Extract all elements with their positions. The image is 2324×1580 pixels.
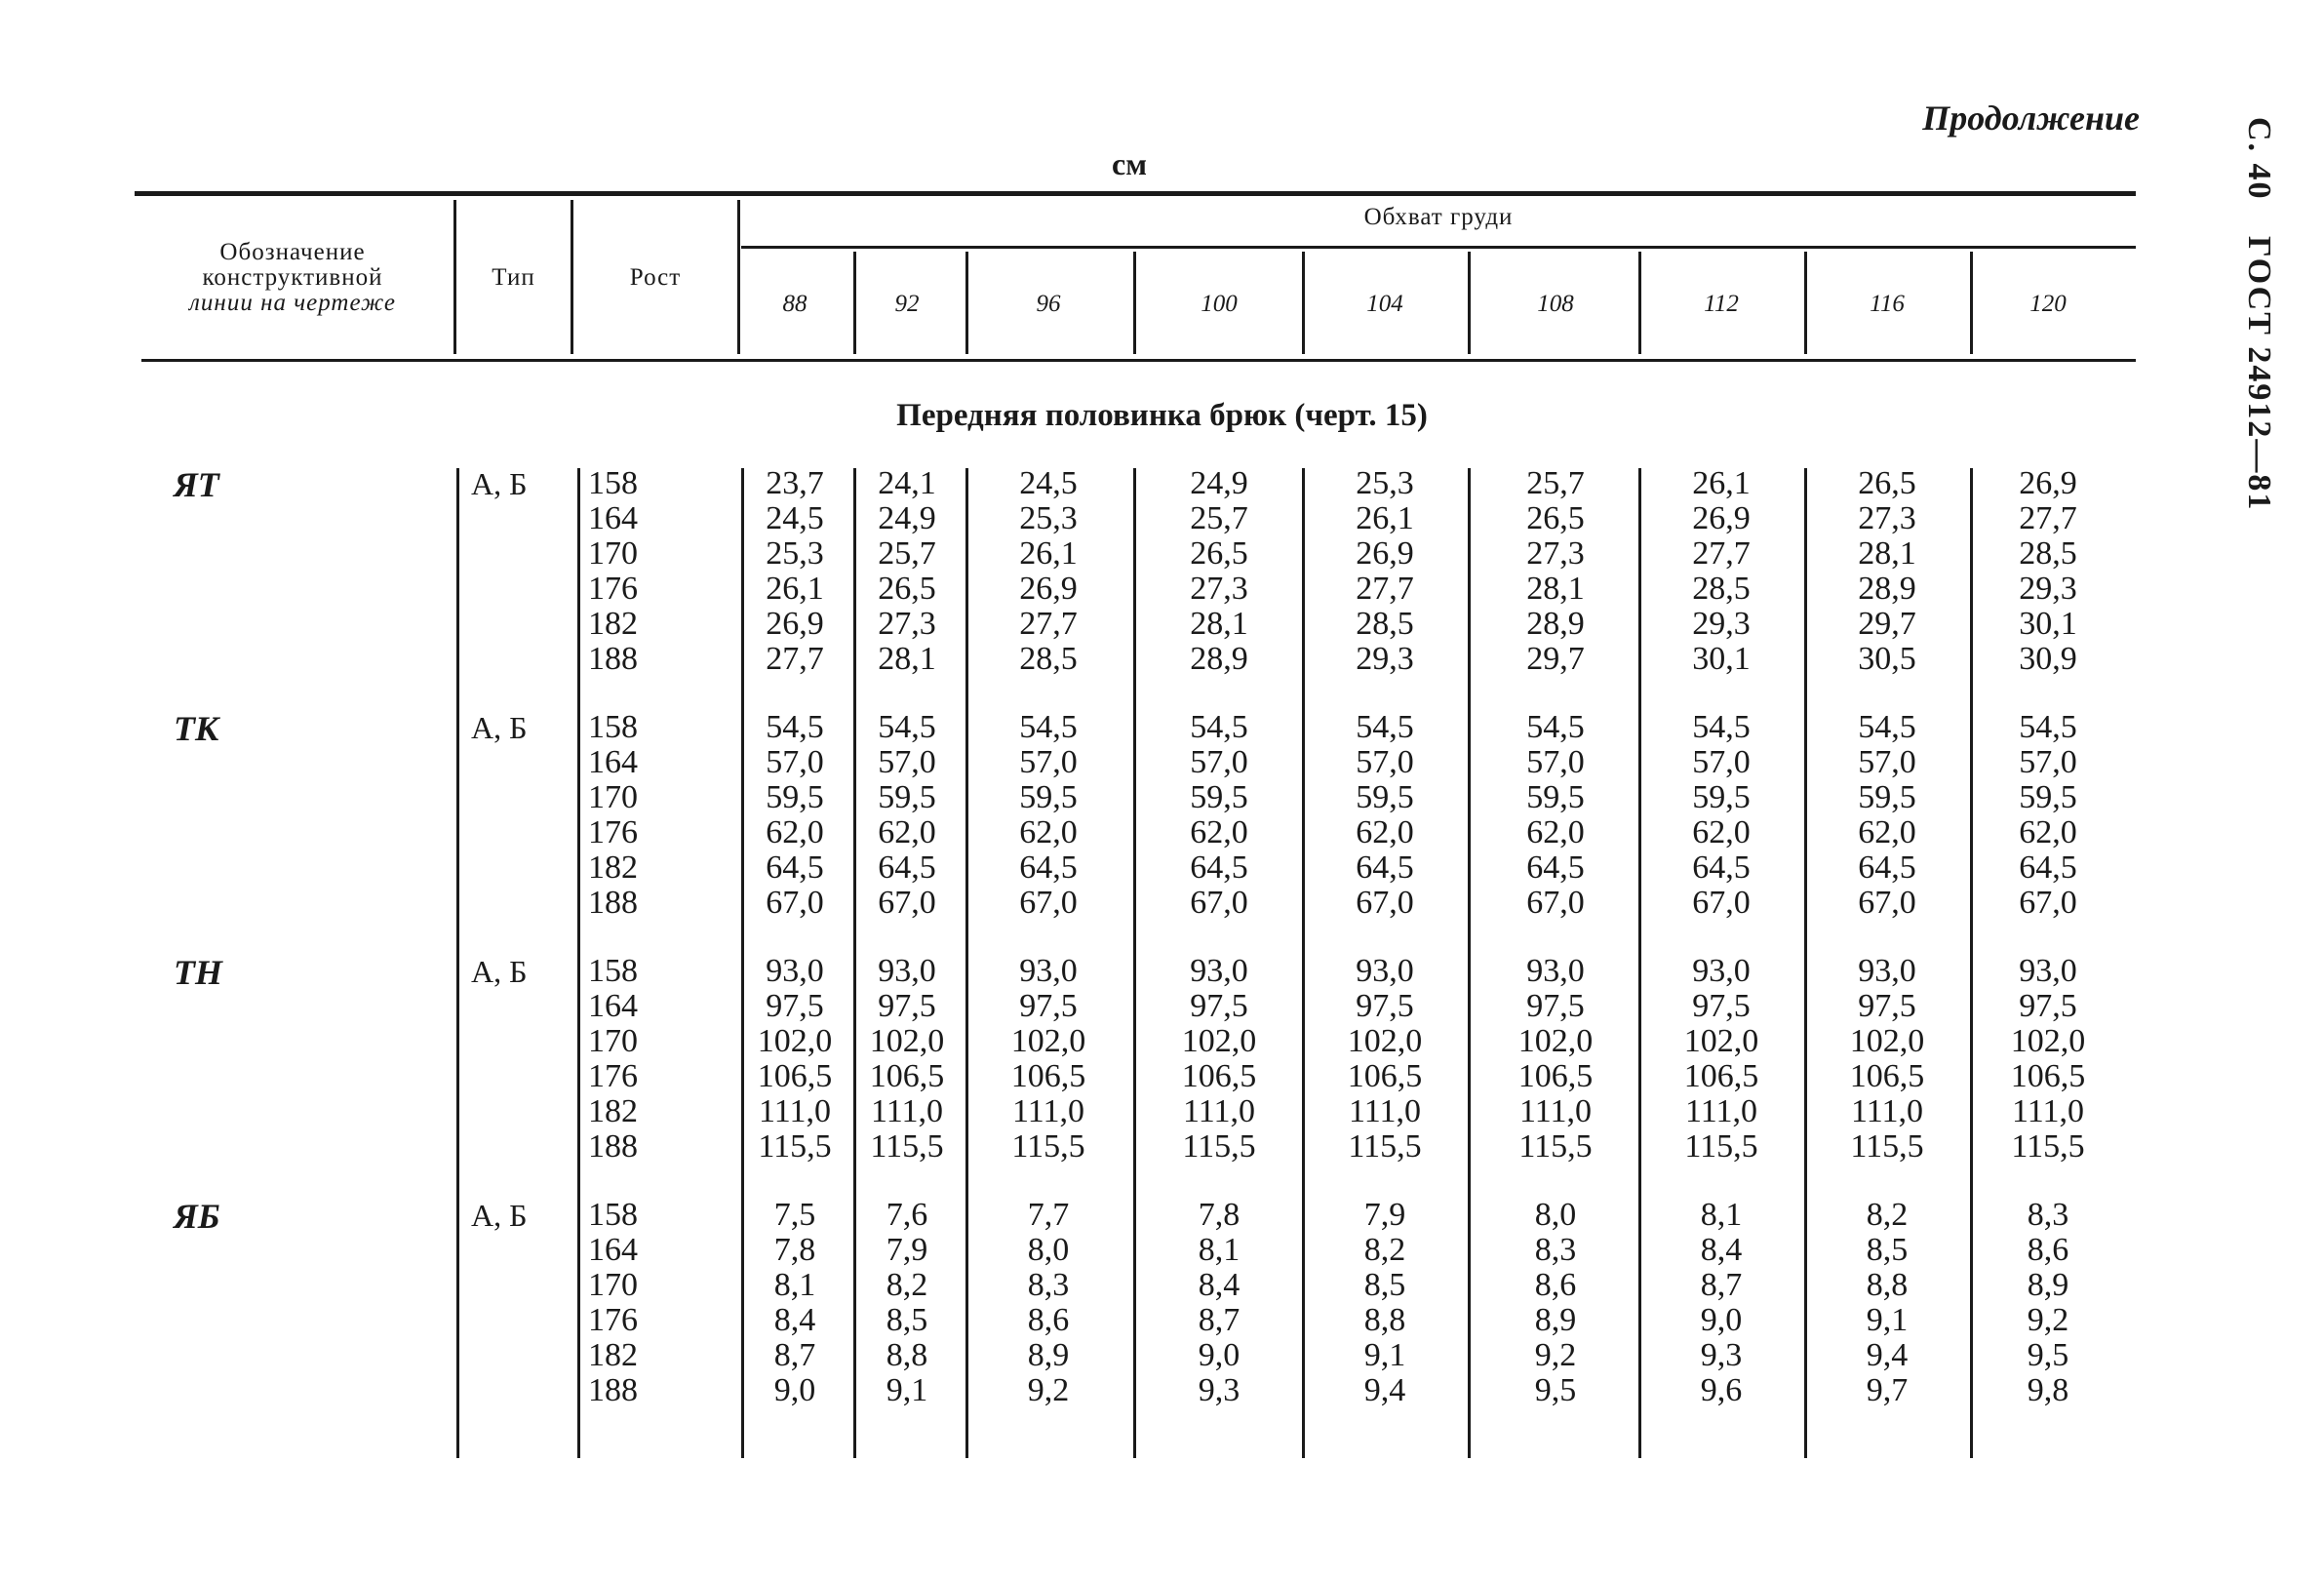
table-cell: 26,5 xyxy=(878,571,936,607)
table-cell: 8,2 xyxy=(1866,1197,1909,1233)
table-cell: 57,0 xyxy=(1692,744,1751,780)
table-cell: 64,5 xyxy=(1858,849,1916,886)
table-cell: 102,0 xyxy=(1181,1023,1257,1059)
table-cell: 64,5 xyxy=(878,849,936,886)
table-cell: 8,0 xyxy=(1027,1232,1070,1268)
table-cell: 24,1 xyxy=(878,465,936,501)
table-cell: 9,6 xyxy=(1700,1372,1743,1408)
table-cell: 62,0 xyxy=(1190,814,1248,850)
table-cell: 57,0 xyxy=(1356,744,1414,780)
table-cell: 67,0 xyxy=(1019,885,1078,921)
table-cell: 64,5 xyxy=(1356,849,1414,886)
body-column-divider xyxy=(1468,468,1471,1458)
body-column-divider xyxy=(456,468,459,1458)
table-cell: 28,5 xyxy=(1356,606,1414,642)
chest-column-divider xyxy=(965,252,968,354)
body-column-divider xyxy=(1133,468,1136,1458)
table-cell: 102,0 xyxy=(1347,1023,1423,1059)
body-column-divider xyxy=(1804,468,1807,1458)
body-column-divider xyxy=(1970,468,1973,1458)
table-cell: 97,5 xyxy=(1190,988,1248,1024)
table-cell: 115,5 xyxy=(1518,1128,1593,1165)
chest-size-header: 96 xyxy=(1036,291,1061,317)
table-cell: 27,7 xyxy=(1692,535,1751,572)
table-cell: 59,5 xyxy=(1190,779,1248,815)
table-cell: 54,5 xyxy=(1692,709,1751,745)
table-cell: 24,9 xyxy=(1190,465,1248,501)
table-cell: 62,0 xyxy=(1858,814,1916,850)
table-cell: 57,0 xyxy=(1019,744,1078,780)
table-cell: 59,5 xyxy=(1692,779,1751,815)
table-cell: 8,5 xyxy=(1866,1232,1909,1268)
table-cell: 8,2 xyxy=(1363,1232,1406,1268)
line-code: ТН xyxy=(174,953,222,992)
chest-header: Обхват груди xyxy=(1363,204,1514,230)
table-cell: 67,0 xyxy=(2019,885,2077,921)
table-cell: 97,5 xyxy=(1019,988,1078,1024)
table-cell: 64,5 xyxy=(1019,849,1078,886)
type-value: А, Б xyxy=(471,710,528,745)
body-column-divider xyxy=(1302,468,1305,1458)
growth-value: 188 xyxy=(588,885,638,921)
growth-value: 176 xyxy=(588,1058,638,1094)
table-cell: 27,3 xyxy=(1526,535,1585,572)
page-side-label xyxy=(2228,117,2277,624)
table-cell: 9,1 xyxy=(1866,1302,1909,1338)
chest-column-divider xyxy=(1133,252,1136,354)
growth-value: 158 xyxy=(588,1197,638,1233)
table-cell: 8,6 xyxy=(2027,1232,2069,1268)
table-cell: 26,5 xyxy=(1190,535,1248,572)
table-cell: 106,5 xyxy=(1517,1058,1594,1094)
table-cell: 93,0 xyxy=(1858,953,1916,989)
table-cell: 29,7 xyxy=(1858,606,1916,642)
table-cell: 102,0 xyxy=(1517,1023,1594,1059)
table-cell: 25,3 xyxy=(1356,465,1414,501)
chest-size-header: 100 xyxy=(1201,291,1238,317)
table-cell: 111,0 xyxy=(759,1093,831,1129)
body-column-divider xyxy=(1638,468,1641,1458)
table-cell: 93,0 xyxy=(1356,953,1414,989)
continuation-label: Продолжение xyxy=(1922,99,2140,138)
growth-value: 170 xyxy=(588,1267,638,1303)
header-bottom-rule xyxy=(141,359,2136,362)
table-cell: 8,9 xyxy=(2027,1267,2069,1303)
type-header: Тип xyxy=(492,264,535,291)
table-cell: 27,7 xyxy=(1019,606,1078,642)
table-cell: 8,8 xyxy=(1866,1267,1909,1303)
table-cell: 26,1 xyxy=(766,571,824,607)
table-cell: 30,9 xyxy=(2019,641,2077,677)
table-cell: 54,5 xyxy=(878,709,936,745)
growth-value: 164 xyxy=(588,988,638,1024)
growth-value: 176 xyxy=(588,814,638,850)
table-cell: 27,3 xyxy=(878,606,936,642)
table-cell: 102,0 xyxy=(757,1023,833,1059)
table-cell: 9,7 xyxy=(1866,1372,1909,1408)
table-cell: 93,0 xyxy=(1526,953,1585,989)
table-cell: 106,5 xyxy=(1010,1058,1086,1094)
table-cell: 93,0 xyxy=(878,953,936,989)
standard-number: ГОСТ 24912—81 xyxy=(2241,236,2277,512)
table-cell: 9,0 xyxy=(773,1372,816,1408)
table-cell: 64,5 xyxy=(1526,849,1585,886)
table-cell: 30,1 xyxy=(1692,641,1751,677)
table-cell: 26,5 xyxy=(1526,500,1585,536)
table-cell: 8,3 xyxy=(1534,1232,1577,1268)
table-cell: 8,2 xyxy=(886,1267,928,1303)
table-cell: 115,5 xyxy=(2011,1128,2085,1165)
table-cell: 8,8 xyxy=(1363,1302,1406,1338)
chest-size-header: 120 xyxy=(2029,291,2067,317)
table-cell: 57,0 xyxy=(1190,744,1248,780)
table-cell: 7,8 xyxy=(1198,1197,1241,1233)
table-cell: 29,7 xyxy=(1526,641,1585,677)
table-cell: 54,5 xyxy=(766,709,824,745)
table-cell: 115,5 xyxy=(1684,1128,1758,1165)
table-cell: 9,1 xyxy=(1363,1337,1406,1373)
chest-column-divider xyxy=(1804,252,1807,354)
table-cell: 106,5 xyxy=(1849,1058,1925,1094)
table-cell: 93,0 xyxy=(1019,953,1078,989)
table-cell: 8,0 xyxy=(1534,1197,1577,1233)
table-cell: 8,9 xyxy=(1534,1302,1577,1338)
table-cell: 26,9 xyxy=(2019,465,2077,501)
table-cell: 64,5 xyxy=(1692,849,1751,886)
table-cell: 28,9 xyxy=(1858,571,1916,607)
table-cell: 62,0 xyxy=(1526,814,1585,850)
table-cell: 67,0 xyxy=(766,885,824,921)
table-cell: 27,3 xyxy=(1858,500,1916,536)
growth-value: 158 xyxy=(588,953,638,989)
unit-label: см xyxy=(1112,146,1147,181)
table-cell: 8,1 xyxy=(773,1267,816,1303)
table-cell: 54,5 xyxy=(1858,709,1916,745)
table-cell: 111,0 xyxy=(1183,1093,1255,1129)
table-cell: 64,5 xyxy=(1190,849,1248,886)
table-cell: 93,0 xyxy=(766,953,824,989)
table-cell: 67,0 xyxy=(1190,885,1248,921)
table-cell: 8,3 xyxy=(1027,1267,1070,1303)
table-cell: 111,0 xyxy=(2012,1093,2084,1129)
table-cell: 27,7 xyxy=(1356,571,1414,607)
section-title: Передняя половинка брюк (черт. 15) xyxy=(896,398,1428,433)
table-cell: 8,5 xyxy=(1363,1267,1406,1303)
table-cell: 28,1 xyxy=(1858,535,1916,572)
table-cell: 102,0 xyxy=(1010,1023,1086,1059)
table-cell: 59,5 xyxy=(1858,779,1916,815)
table-cell: 111,0 xyxy=(1685,1093,1757,1129)
table-cell: 97,5 xyxy=(1858,988,1916,1024)
growth-value: 170 xyxy=(588,535,638,572)
table-cell: 28,5 xyxy=(1692,571,1751,607)
table-cell: 7,6 xyxy=(886,1197,928,1233)
table-cell: 26,5 xyxy=(1858,465,1916,501)
table-cell: 64,5 xyxy=(766,849,824,886)
table-cell: 7,7 xyxy=(1027,1197,1070,1233)
table-cell: 26,1 xyxy=(1356,500,1414,536)
table-cell: 54,5 xyxy=(1019,709,1078,745)
table-cell: 8,8 xyxy=(886,1337,928,1373)
table-cell: 64,5 xyxy=(2019,849,2077,886)
body-column-divider xyxy=(577,468,580,1458)
chest-size-header: 104 xyxy=(1366,291,1403,317)
growth-value: 170 xyxy=(588,779,638,815)
table-cell: 24,5 xyxy=(766,500,824,536)
table-cell: 102,0 xyxy=(1849,1023,1925,1059)
growth-value: 182 xyxy=(588,1093,638,1129)
table-cell: 106,5 xyxy=(1347,1058,1423,1094)
growth-value: 158 xyxy=(588,465,638,501)
table-cell: 115,5 xyxy=(870,1128,944,1165)
table-cell: 111,0 xyxy=(871,1093,943,1129)
table-cell: 9,2 xyxy=(1534,1337,1577,1373)
table-cell: 9,5 xyxy=(2027,1337,2069,1373)
table-cell: 59,5 xyxy=(1356,779,1414,815)
table-cell: 8,4 xyxy=(1700,1232,1743,1268)
table-cell: 8,7 xyxy=(1700,1267,1743,1303)
table-cell: 26,1 xyxy=(1019,535,1078,572)
chest-column-divider xyxy=(1468,252,1471,354)
growth-value: 182 xyxy=(588,1337,638,1373)
table-cell: 102,0 xyxy=(1683,1023,1759,1059)
line-code: ТК xyxy=(174,709,219,748)
table-cell: 8,7 xyxy=(773,1337,816,1373)
table-cell: 8,7 xyxy=(1198,1302,1241,1338)
table-cell: 9,3 xyxy=(1700,1337,1743,1373)
growth-value: 176 xyxy=(588,1302,638,1338)
chest-column-divider xyxy=(853,252,856,354)
table-cell: 30,5 xyxy=(1858,641,1916,677)
growth-value: 188 xyxy=(588,1128,638,1165)
table-cell: 26,9 xyxy=(1692,500,1751,536)
table-cell: 97,5 xyxy=(1526,988,1585,1024)
growth-header: Рост xyxy=(629,264,682,291)
chest-size-header: 88 xyxy=(782,291,807,317)
table-cell: 8,6 xyxy=(1027,1302,1070,1338)
table-cell: 24,5 xyxy=(1019,465,1078,501)
growth-value: 182 xyxy=(588,849,638,886)
chest-column-divider xyxy=(1302,252,1305,354)
table-cell: 9,5 xyxy=(1534,1372,1577,1408)
table-cell: 62,0 xyxy=(1356,814,1414,850)
table-cell: 25,7 xyxy=(878,535,936,572)
header-divider xyxy=(737,200,740,354)
page-number: С. 40 xyxy=(2241,117,2277,201)
table-cell: 62,0 xyxy=(878,814,936,850)
growth-value: 164 xyxy=(588,500,638,536)
table-cell: 62,0 xyxy=(1019,814,1078,850)
table-cell: 67,0 xyxy=(878,885,936,921)
table-cell: 57,0 xyxy=(2019,744,2077,780)
table-cell: 8,5 xyxy=(886,1302,928,1338)
table-cell: 27,3 xyxy=(1190,571,1248,607)
table-cell: 8,6 xyxy=(1534,1267,1577,1303)
table-cell: 57,0 xyxy=(1858,744,1916,780)
type-value: А, Б xyxy=(471,466,528,501)
chest-size-header: 92 xyxy=(894,291,920,317)
table-cell: 9,0 xyxy=(1198,1337,1241,1373)
table-cell: 8,9 xyxy=(1027,1337,1070,1373)
table-cell: 8,4 xyxy=(1198,1267,1241,1303)
table-cell: 111,0 xyxy=(1012,1093,1084,1129)
table-cell: 62,0 xyxy=(2019,814,2077,850)
table-cell: 26,9 xyxy=(1019,571,1078,607)
table-cell: 8,3 xyxy=(2027,1197,2069,1233)
line-code: ЯБ xyxy=(174,1197,220,1236)
table-cell: 93,0 xyxy=(2019,953,2077,989)
table-cell: 111,0 xyxy=(1519,1093,1592,1129)
designation-header: Обозначение конструктивной линии на чертеже xyxy=(189,239,396,316)
table-cell: 29,3 xyxy=(1692,606,1751,642)
table-cell: 54,5 xyxy=(1356,709,1414,745)
table-cell: 115,5 xyxy=(758,1128,832,1165)
table-cell: 93,0 xyxy=(1190,953,1248,989)
table-cell: 9,4 xyxy=(1363,1372,1406,1408)
table-cell: 106,5 xyxy=(757,1058,833,1094)
table-cell: 67,0 xyxy=(1356,885,1414,921)
table-cell: 115,5 xyxy=(1182,1128,1256,1165)
chest-column-divider xyxy=(1638,252,1641,354)
table-cell: 26,1 xyxy=(1692,465,1751,501)
table-cell: 97,5 xyxy=(2019,988,2077,1024)
table-cell: 9,2 xyxy=(1027,1372,1070,1408)
growth-value: 170 xyxy=(588,1023,638,1059)
table-cell: 25,3 xyxy=(1019,500,1078,536)
table-cell: 28,1 xyxy=(1526,571,1585,607)
chest-header-rule xyxy=(741,246,2136,249)
table-cell: 106,5 xyxy=(2010,1058,2086,1094)
chest-column-divider xyxy=(1970,252,1973,354)
table-cell: 106,5 xyxy=(1683,1058,1759,1094)
table-cell: 26,9 xyxy=(766,606,824,642)
table-cell: 115,5 xyxy=(1850,1128,1924,1165)
table-cell: 24,9 xyxy=(878,500,936,536)
table-cell: 29,3 xyxy=(1356,641,1414,677)
type-value: А, Б xyxy=(471,1198,528,1233)
table-cell: 59,5 xyxy=(1526,779,1585,815)
table-cell: 25,7 xyxy=(1526,465,1585,501)
table-cell: 97,5 xyxy=(1692,988,1751,1024)
table-cell: 54,5 xyxy=(1190,709,1248,745)
table-cell: 7,8 xyxy=(773,1232,816,1268)
table-cell: 59,5 xyxy=(2019,779,2077,815)
line-code: ЯТ xyxy=(174,465,219,504)
chest-size-header: 112 xyxy=(1704,291,1739,317)
table-cell: 29,3 xyxy=(2019,571,2077,607)
table-cell: 28,5 xyxy=(1019,641,1078,677)
table-cell: 115,5 xyxy=(1011,1128,1085,1165)
growth-value: 182 xyxy=(588,606,638,642)
table-cell: 111,0 xyxy=(1851,1093,1923,1129)
table-cell: 28,9 xyxy=(1190,641,1248,677)
table-cell: 7,9 xyxy=(1363,1197,1406,1233)
growth-value: 188 xyxy=(588,641,638,677)
table-cell: 9,1 xyxy=(886,1372,928,1408)
table-cell: 28,5 xyxy=(2019,535,2077,572)
table-cell: 93,0 xyxy=(1692,953,1751,989)
table-cell: 67,0 xyxy=(1526,885,1585,921)
table-cell: 27,7 xyxy=(2019,500,2077,536)
table-cell: 111,0 xyxy=(1349,1093,1421,1129)
table-cell: 26,9 xyxy=(1356,535,1414,572)
table-cell: 8,1 xyxy=(1700,1197,1743,1233)
table-cell: 106,5 xyxy=(869,1058,945,1094)
table-cell: 59,5 xyxy=(766,779,824,815)
chest-size-header: 116 xyxy=(1870,291,1905,317)
table-cell: 30,1 xyxy=(2019,606,2077,642)
table-cell: 8,4 xyxy=(773,1302,816,1338)
table-cell: 7,9 xyxy=(886,1232,928,1268)
table-cell: 57,0 xyxy=(766,744,824,780)
table-cell: 102,0 xyxy=(869,1023,945,1059)
table-cell: 62,0 xyxy=(766,814,824,850)
table-cell: 9,4 xyxy=(1866,1337,1909,1373)
table-cell: 28,9 xyxy=(1526,606,1585,642)
growth-value: 164 xyxy=(588,744,638,780)
table-cell: 57,0 xyxy=(878,744,936,780)
table-cell: 9,3 xyxy=(1198,1372,1241,1408)
table-cell: 106,5 xyxy=(1181,1058,1257,1094)
table-cell: 9,2 xyxy=(2027,1302,2069,1338)
table-cell: 9,0 xyxy=(1700,1302,1743,1338)
growth-value: 158 xyxy=(588,709,638,745)
table-cell: 97,5 xyxy=(1356,988,1414,1024)
table-cell: 54,5 xyxy=(2019,709,2077,745)
chest-size-header: 108 xyxy=(1537,291,1574,317)
table-cell: 8,1 xyxy=(1198,1232,1241,1268)
table-cell: 9,8 xyxy=(2027,1372,2069,1408)
table-cell: 27,7 xyxy=(766,641,824,677)
table-cell: 28,1 xyxy=(1190,606,1248,642)
table-cell: 67,0 xyxy=(1692,885,1751,921)
table-cell: 97,5 xyxy=(878,988,936,1024)
growth-value: 164 xyxy=(588,1232,638,1268)
table-cell: 67,0 xyxy=(1858,885,1916,921)
table-cell: 97,5 xyxy=(766,988,824,1024)
growth-value: 176 xyxy=(588,571,638,607)
table-cell: 54,5 xyxy=(1526,709,1585,745)
table-cell: 23,7 xyxy=(766,465,824,501)
growth-value: 188 xyxy=(588,1372,638,1408)
table-cell: 62,0 xyxy=(1692,814,1751,850)
table-cell: 59,5 xyxy=(878,779,936,815)
table-cell: 25,3 xyxy=(766,535,824,572)
table-top-rule xyxy=(135,191,2136,196)
table-cell: 102,0 xyxy=(2010,1023,2086,1059)
type-value: А, Б xyxy=(471,954,528,989)
table-cell: 57,0 xyxy=(1526,744,1585,780)
table-cell: 28,1 xyxy=(878,641,936,677)
table-cell: 7,5 xyxy=(773,1197,816,1233)
table-cell: 59,5 xyxy=(1019,779,1078,815)
table-cell: 115,5 xyxy=(1348,1128,1422,1165)
table-cell: 25,7 xyxy=(1190,500,1248,536)
